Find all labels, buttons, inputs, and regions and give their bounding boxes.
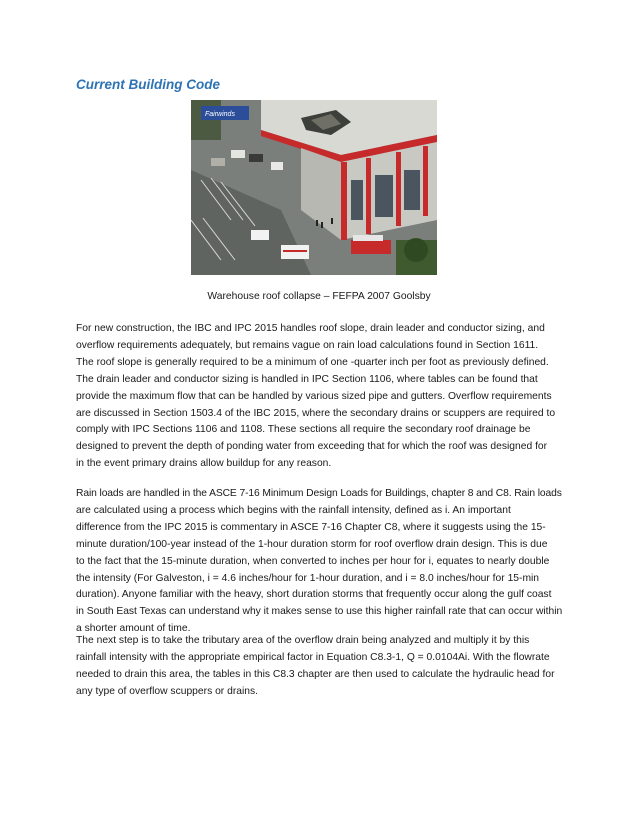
text-line: comply with IPC Sections 1106 and 1108. These sections all require the secondary roof drainage be bbox=[76, 424, 531, 436]
text-line: needed to drain this area, the tables in this C8.3 chapter are then used to calculate the hydraulic head for bbox=[76, 668, 555, 680]
text-line: to the fact that the 15-minute duration, when converted to inches per hour for i, equates to nearly double bbox=[76, 555, 550, 567]
truck-logo: Fairwinds bbox=[205, 111, 235, 118]
text-line: are discussed in Section 1503.4 of the IBC 2015, where the secondary drains or scuppers are required to bbox=[76, 407, 556, 419]
text-line: the intensity (For Galveston, i = 4.6 inches/hour for 1-hour duration, and i = 8.0 inches/hour for 15-min bbox=[76, 572, 540, 584]
warehouse-roof-collapse-photo bbox=[191, 100, 437, 275]
text-line: For new construction, the IBC and IPC 2015 handles roof slope, drain leader and conductor sizing, and bbox=[76, 323, 545, 334]
text-line: The drain leader and conductor sizing is handled in IPC Section 1106, where tables can be found that bbox=[76, 373, 538, 385]
text-line: The next step is to take the tributary area of the overflow drain being analyzed and multiply it by this bbox=[76, 635, 530, 646]
paragraph-tributary-area bbox=[76, 633, 562, 701]
text-line: The roof slope is generally required to be a minimum of one -quarter inch per foot as previously defined. bbox=[76, 356, 549, 368]
text-line: difference from the IPC 2015 is commentary in ASCE 7-16 Chapter C8, where it suggests using the 15- bbox=[76, 521, 546, 533]
text-line: provide the maximum flow that can be handled by various sized pipe and gutters. Overflow requirements bbox=[76, 390, 552, 402]
paragraph-rain-loads bbox=[76, 486, 562, 638]
section-heading: Current Building Code bbox=[76, 77, 220, 92]
text-line: designed to prevent the depth of ponding water from exceeding that for which the roof was designed for bbox=[76, 441, 548, 453]
text-line: Rain loads are handled in the ASCE 7-16 Minimum Design Loads for Buildings, chapter 8 and C8. Rain loads bbox=[76, 488, 562, 499]
photo-caption: Warehouse roof collapse – FEFPA 2007 Goolsby bbox=[207, 291, 431, 302]
text-line: are calculated using a process which begins with the rainfall intensity, defined as i. An important bbox=[76, 504, 511, 516]
paragraph-building-code bbox=[76, 321, 562, 473]
text-line: rainfall intensity with the appropriate empirical factor in Equation C8.3-1, Q = 0.0104Ai. With the flowrate bbox=[76, 651, 550, 663]
text-line: in the event primary drains allow buildup for any reason. bbox=[76, 458, 332, 470]
text-line: minute duration/100-year instead of the 1-hour duration storm for roof overflow drain design. This is due bbox=[76, 538, 548, 550]
text-line: duration). Anyone familiar with the heavy, short duration storms that frequently occur along the gulf coast bbox=[76, 589, 552, 601]
text-line: overflow requirements adequately, but remains vague on rain load calculations found in Section 1611. bbox=[76, 339, 539, 351]
text-line: in South East Texas can understand why it makes sense to use this higher rainfall rate that can occur within bbox=[76, 606, 563, 618]
text-line: any type of overflow scuppers or drains. bbox=[76, 685, 259, 697]
text-line: a shorter amount of time. bbox=[76, 623, 191, 635]
